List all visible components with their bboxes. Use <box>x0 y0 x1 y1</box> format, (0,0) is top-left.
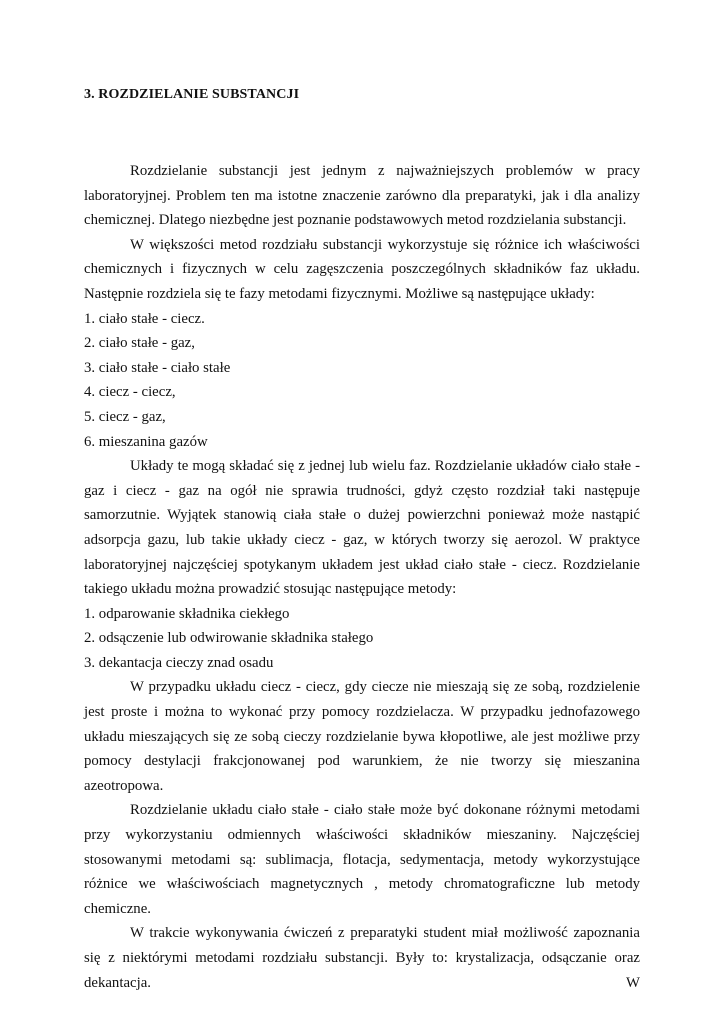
list-item: 1. ciało stałe - ciecz. <box>84 310 205 327</box>
section-body <box>84 159 640 995</box>
paragraph: Rozdzielanie układu ciało stałe - ciało stałe może być dokonane różnymi metodami przy wykorzystaniu odmiennych właściwości składników mieszaniny. Najczęściej stosowanymi metodami są: sublimacja, flotacja, sedymentacja, metody wykorzystujące różnice we właściwościach magnetycznych , metody chromatograficzne lub metody chemiczne. <box>84 802 640 917</box>
list-item: 3. ciało stałe - ciało stałe <box>84 359 231 376</box>
section-heading: 3. ROZDZIELANIE SUBSTANCJI <box>84 87 300 102</box>
list-item: 3. dekantacja cieczy znad osadu <box>84 654 274 671</box>
list-item: 6. mieszanina gazów <box>84 433 208 450</box>
list-item: 5. ciecz - gaz, <box>84 408 166 425</box>
list-item: 4. ciecz - ciecz, <box>84 384 176 401</box>
list-item: 2. odsączenie lub odwirowanie składnika stałego <box>84 630 374 647</box>
methods-list <box>84 602 640 676</box>
paragraph: W większości metod rozdziału substancji wykorzystuje się różnice ich właściwości chemicznych i fizycznych w celu zagęszczenia poszczególnych składników faz układu. Następnie rozdziela się te fazy metodami fizycznymi. Możliwe są następujące układy: <box>84 236 640 302</box>
paragraph: W trakcie wykonywania ćwiczeń z preparatyki student miał możliwość zapoznania się z niektórymi metodami rozdziału substancji. Były to: krystalizacja, odsączanie oraz dekantacja. W <box>84 925 640 991</box>
paragraph: Układy te mogą składać się z jednej lub wielu faz. Rozdzielanie układów ciało stałe - gaz i ciecz - gaz na ogół nie sprawia trudności, gdyż często rozdział taki następuje samorzutnie. Wyjątek stanowią ciała stałe o dużej powierzchni ponieważ może nastąpić adsorpcja gazu, lub takie układy ciecz - gaz, w których tworzy się aerozol. W praktyce laboratoryjnej najczęściej spotykanym układem jest układ ciało stałe - ciecz. Rozdzielanie takiego układu można prowadzić stosując następujące metody: <box>84 458 640 598</box>
paragraph: W przypadku układu ciecz - ciecz, gdy ciecze nie mieszają się ze sobą, rozdzielenie jest proste i można to wykonać przy pomocy rozdzielacza. W przypadku jednofazowego układu mieszających się ze sobą cieczy rozdzielanie bywa kłopotliwe, ale jest możliwe przy pomocy destylacji frakcjonowanej pod warunkiem, że nie tworzy się mieszanina azeotropowa. <box>84 679 640 794</box>
systems-list <box>84 307 640 455</box>
list-item: 1. odparowanie składnika ciekłego <box>84 605 290 622</box>
list-item: 2. ciało stałe - gaz, <box>84 335 195 352</box>
paragraph: Rozdzielanie substancji jest jednym z najważniejszych problemów w pracy laboratoryjnej. Problem ten ma istotne znaczenie zarówno dla preparatyki, jak i dla analizy chemicznej. Dlatego niezbędne jest poznanie podstawowych metod rozdzielania substancji. <box>84 163 640 229</box>
